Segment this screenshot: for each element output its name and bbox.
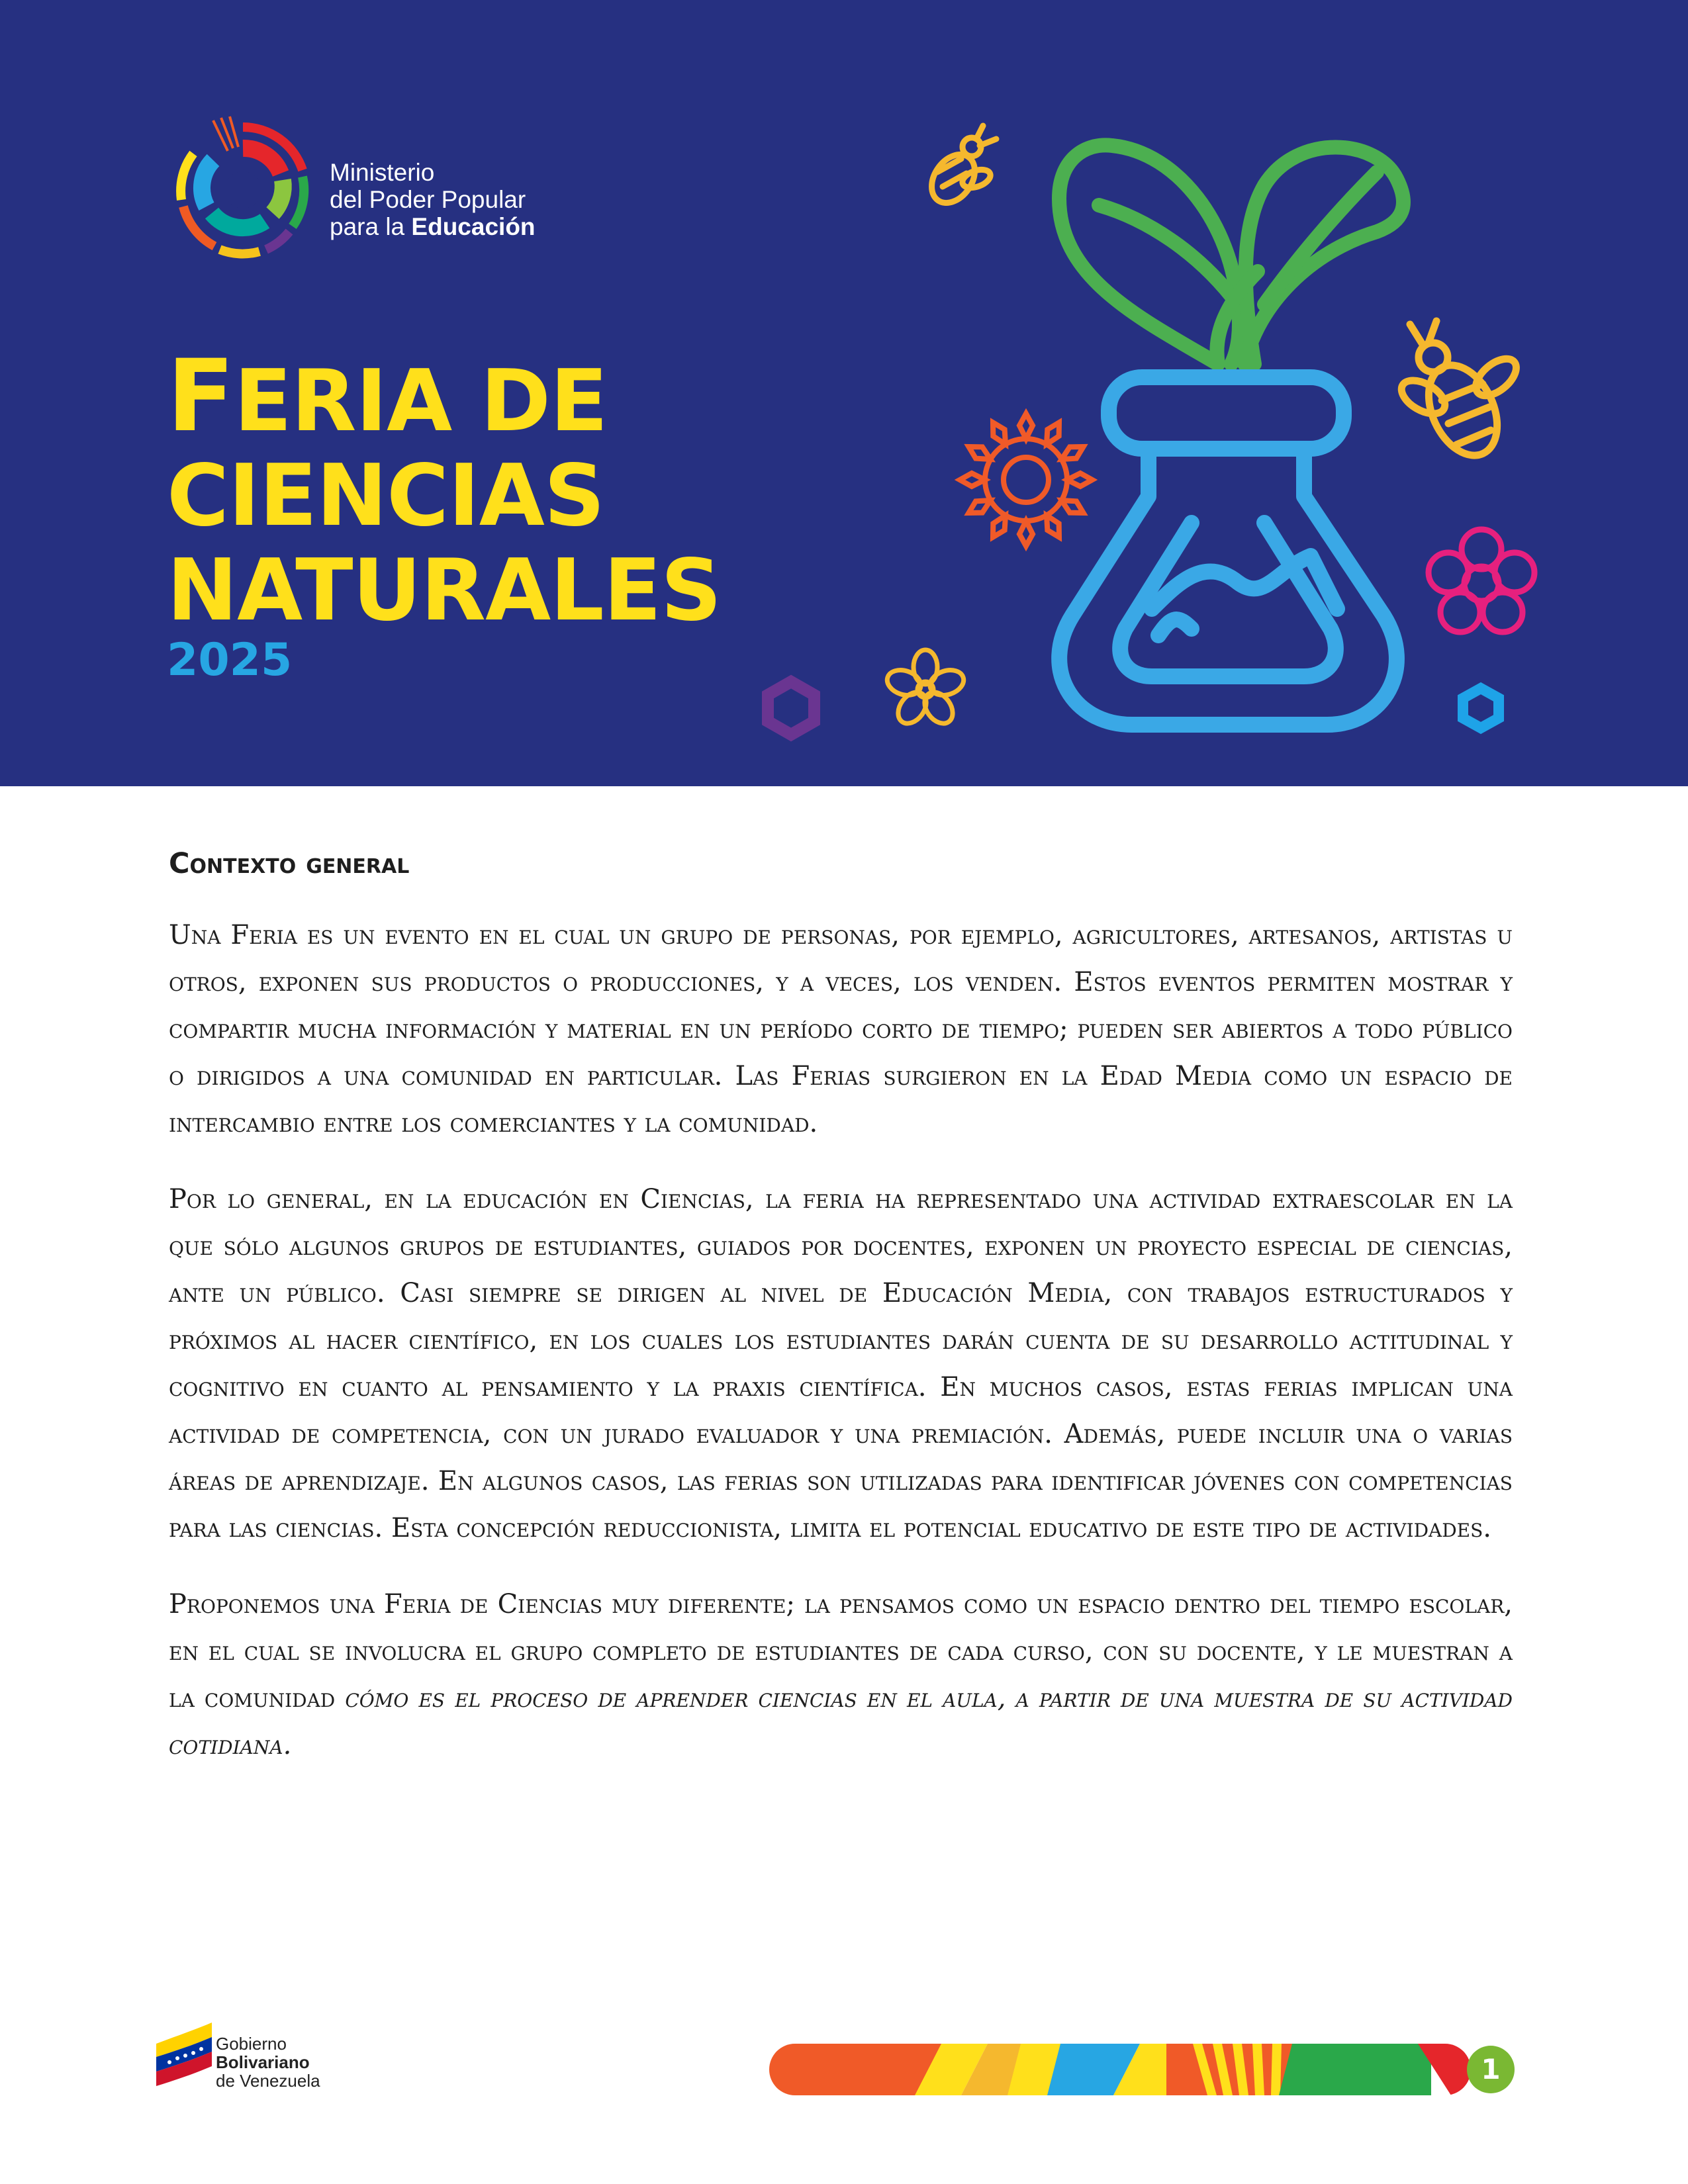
title-year: 2025 (167, 634, 293, 686)
paragraph-2: Por lo general, en la educación en Ciencias, la feria ha representado una actividad extraescolar en la que sólo algunos grupos de estudiantes, guiados por docentes, exponen un proyecto especial de ciencias, ante un público. Casi siempre se dirigen al nivel de Educación Media, con trabajos estructurados y próximos al hacer científico, en los cuales los estudiantes darán cuenta de su desarrollo actitudinal y cognitivo en cuanto al pensamiento y la praxis científica. En muchos casos, estas ferias implican una actividad de competencia, con un jurado evaluador y una premiación. Además, puede incluir una o varias áreas de aprendizaje. En algunos casos, las ferias son utilizadas para identificar jóvenes con competencias para las ciencias. Esta concepción reduccionista, limita el potencial educativo de este tipo de actividades. (169, 1184, 1513, 1543)
purple-hexagon-icon (768, 682, 814, 735)
pink-flower-icon (1429, 529, 1534, 632)
title-line-1 (167, 339, 721, 454)
main-content (169, 847, 1513, 1798)
ministry-line-3-prefix: para la (330, 213, 412, 240)
flask-plant-illustration (715, 106, 1575, 768)
title-line-1-rest: ERIA DE (234, 352, 608, 451)
paragraph-3-text: Proponemos una Feria de Ciencias muy diferente; la pensamos como un espacio dentro del tiempo escolar, en el cual se involucra el grupo completo de estudiantes de cada curso, con su docente, y le muestran a la comunidad (169, 1589, 1513, 1713)
gov-line-3: de Venezuela (216, 2071, 320, 2091)
page-title (167, 339, 722, 640)
header-banner (0, 0, 1688, 786)
right-leaf-icon (1244, 148, 1403, 365)
paragraph-3 (169, 1581, 1513, 1769)
gov-line-2 (216, 2053, 320, 2071)
bee-small-icon (923, 126, 996, 211)
paragraph-1: Una Feria es un evento en el cual un grupo de personas, por ejemplo, agricultores, artesanos, artistas u otros, exponen sus productos o producciones, y a veces, los venden. Estos eventos permiten mostrar y compartir mucha información y material en un período corto de tiempo; pueden ser abiertos a todo público o dirigidos a una comunidad en particular. Las Ferias surgieron en la Edad Media como un espacio de intercambio entre los comerciantes y la comunidad. (169, 920, 1513, 1138)
title-line-3: NATURALES (167, 541, 722, 640)
gov-line-1: Gobierno (216, 2034, 287, 2054)
blue-hexagon-icon (1463, 688, 1499, 728)
ministry-name (330, 159, 536, 240)
title-line-2: CIENCIAS (167, 447, 604, 545)
page-number: 1 (1467, 2046, 1515, 2093)
flask-icon (1059, 377, 1397, 725)
section-title: Contexto general (169, 847, 410, 880)
ministry-line-2: del Poder Popular (330, 186, 526, 213)
paragraph-3-italic: cómo es el proceso de aprender ciencias en el aula, a partir de una muestra de su actividad cotidiana. (169, 1683, 1513, 1760)
ministry-line-1: Ministerio (330, 159, 435, 186)
decorative-color-stripe (769, 2044, 1471, 2095)
ministry-line-3 (330, 213, 536, 240)
bee-large-icon (1396, 321, 1523, 467)
government-name (216, 2034, 320, 2090)
small-flower-icon (884, 650, 966, 729)
ministry-logo (167, 114, 319, 266)
title-line-1-cap: F (167, 339, 234, 454)
ministry-line-3-bold: Educación (411, 213, 536, 240)
sunflower-icon (960, 414, 1092, 546)
gov-line-2-bold: Bolivariano (216, 2052, 310, 2072)
